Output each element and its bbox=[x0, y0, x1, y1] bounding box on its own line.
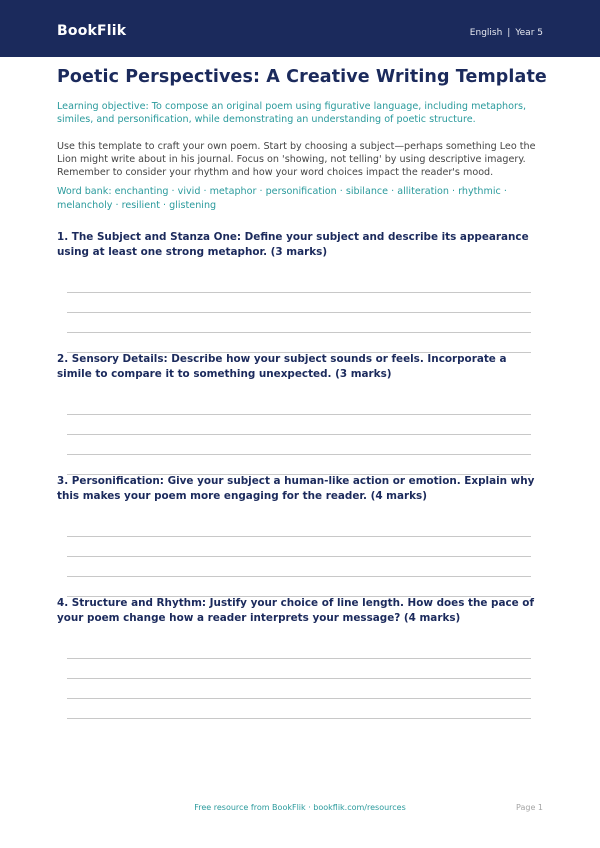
answer-line[interactable] bbox=[67, 292, 531, 293]
answer-line[interactable] bbox=[67, 698, 531, 699]
question-2: 2. Sensory Details: Describe how your subject sounds or feels. Incorporate a simile to compare it to something unexpected. (3 marks) bbox=[57, 353, 507, 380]
year-label: Year 5 bbox=[515, 28, 543, 38]
answer-line[interactable] bbox=[67, 556, 531, 557]
header-meta bbox=[470, 28, 543, 38]
footer-source: Free resource from BookFlik · bookflik.com/resources bbox=[194, 803, 406, 812]
subject-label: English bbox=[469, 28, 503, 38]
question-4: 4. Structure and Rhythm: Justify your choice of line length. How does the pace of your poem change how a reader interprets your message? (4 marks) bbox=[57, 597, 534, 624]
answer-line[interactable] bbox=[67, 312, 531, 313]
answer-line[interactable] bbox=[67, 678, 531, 679]
answer-line[interactable] bbox=[67, 576, 531, 577]
question-3: 3. Personification: Give your subject a human-like action or emotion. Explain why this makes your poem more engaging for the reader. (4 marks) bbox=[57, 475, 535, 502]
answer-line[interactable] bbox=[67, 658, 531, 659]
answer-line[interactable] bbox=[67, 718, 531, 719]
header-separator: | bbox=[507, 28, 511, 38]
answer-line[interactable] bbox=[67, 414, 531, 415]
answer-line[interactable] bbox=[67, 536, 531, 537]
answer-line[interactable] bbox=[67, 454, 531, 455]
answer-line[interactable] bbox=[67, 332, 531, 333]
learning-objective: Learning objective: To compose an original poem using figurative language, including metaphors, similes, and personification, while demonstrating an understanding of poetic structure. bbox=[57, 101, 526, 125]
intro-text: Use this template to craft your own poem. Start by choosing a subject—perhaps something Leo the Lion might write about in his journal. Focus on 'showing, not telling' by using descriptive imagery. Remember to consider your rhythm and how your word choices impact the reader's mood. bbox=[57, 141, 536, 178]
brand-logo: BookFlik bbox=[57, 23, 127, 39]
page-title: Poetic Perspectives: A Creative Writing Template bbox=[57, 67, 547, 87]
question-1: 1. The Subject and Stanza One: Define your subject and describe its appearance using at least one strong metaphor. (3 marks) bbox=[57, 231, 529, 258]
page-number: Page 1 bbox=[516, 803, 543, 812]
page-header bbox=[0, 0, 600, 57]
answer-line[interactable] bbox=[67, 434, 531, 435]
word-bank: Word bank: enchanting · vivid · metaphor · personification · sibilance · alliteration · rhythmic · melancholy · resilient · glistening bbox=[57, 186, 507, 211]
